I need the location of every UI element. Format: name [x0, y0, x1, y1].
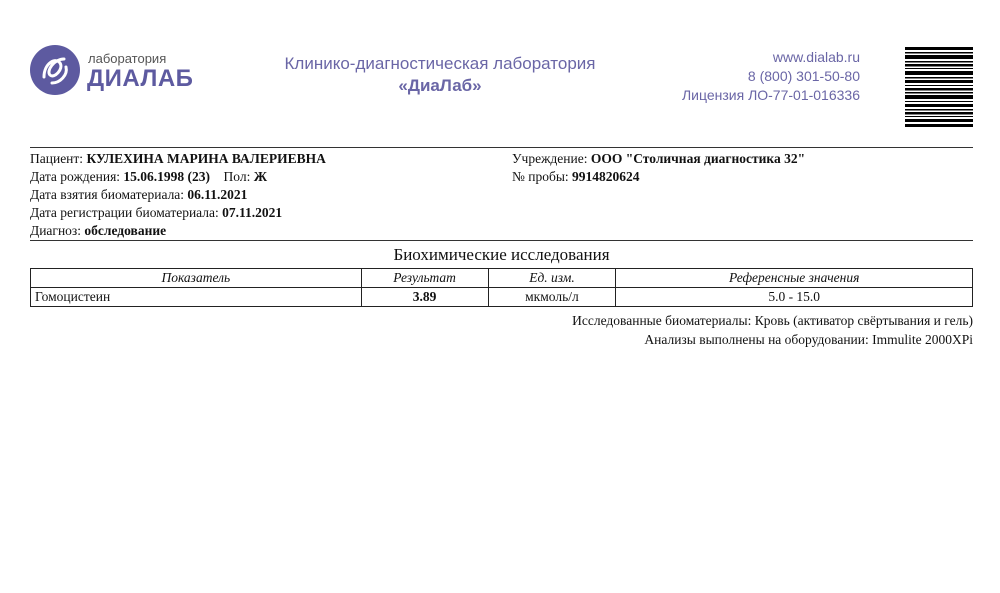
results-table — [30, 268, 973, 307]
reg-date-label: Дата регистрации биоматериала: — [30, 205, 219, 220]
patient-name-row — [30, 150, 326, 168]
barcode-icon — [905, 47, 973, 127]
lab-title-line1: Клинико-диагностическая лаборатория — [284, 54, 596, 73]
sample-date-row — [30, 186, 247, 204]
lab-title-line2: «ДиаЛаб» — [398, 76, 482, 95]
sample-date-label: Дата взятия биоматериала: — [30, 187, 185, 202]
divider-top — [30, 147, 973, 148]
sex-value: Ж — [253, 169, 268, 184]
website-link[interactable]: www.dialab.ru — [772, 49, 860, 65]
result-value: 3.89 — [361, 288, 488, 307]
sample-number-value: 9914820624 — [572, 169, 640, 184]
indicator-name: Гомоцистеин — [31, 288, 362, 307]
dob-row — [30, 168, 267, 186]
reg-date-row — [30, 204, 282, 222]
diagnosis-label: Диагноз: — [30, 223, 82, 238]
diagnosis-value: обследование — [84, 223, 167, 238]
column-header-unit: Ед. изм. — [488, 269, 616, 288]
unit-value: мкмоль/л — [488, 288, 616, 307]
reg-date-value: 07.11.2021 — [222, 205, 283, 220]
footnotes — [30, 311, 973, 349]
column-header-indicator: Показатель — [31, 269, 362, 288]
patient-name: КУЛЕХИНА МАРИНА ВАЛЕРИЕВНА — [86, 151, 326, 166]
column-header-result: Результат — [361, 269, 488, 288]
license-number: Лицензия ЛО-77-01-016336 — [681, 87, 860, 103]
patient-name-label: Пациент: — [30, 151, 84, 166]
sample-number-row — [512, 168, 640, 186]
table-row — [31, 288, 973, 307]
diagnosis-row — [30, 222, 166, 240]
phone-number: 8 (800) 301-50-80 — [747, 68, 860, 84]
logo-wordmark: ДИАЛАБ — [87, 65, 194, 92]
lab-title — [240, 53, 640, 97]
biomaterials-note: Исследованные биоматериалы: Кровь (активатор свёртывания и гель) — [572, 313, 973, 328]
sex-label: Пол: — [223, 169, 251, 184]
dob-value: 15.06.1998 (23) — [123, 169, 211, 184]
dob-label: Дата рождения: — [30, 169, 121, 184]
equipment-note: Анализы выполнены на оборудовании: Immulite 2000XPi — [644, 332, 973, 347]
divider-bottom — [30, 240, 973, 241]
logo-emblem-icon — [30, 45, 80, 95]
institution-value: ООО "Столичная диагностика 32" — [590, 151, 806, 166]
reference-range: 5.0 - 15.0 — [616, 288, 973, 307]
section-title: Биохимические исследования — [393, 245, 610, 264]
sample-date-value: 06.11.2021 — [187, 187, 248, 202]
table-header-row — [31, 269, 973, 288]
column-header-reference: Референсные значения — [616, 269, 973, 288]
logo-subtitle: лаборатория — [88, 51, 167, 66]
lab-contacts — [640, 48, 860, 105]
sample-number-label: № пробы: — [512, 169, 569, 184]
lab-logo — [30, 45, 194, 101]
institution-row — [512, 150, 805, 168]
institution-label: Учреждение: — [512, 151, 588, 166]
